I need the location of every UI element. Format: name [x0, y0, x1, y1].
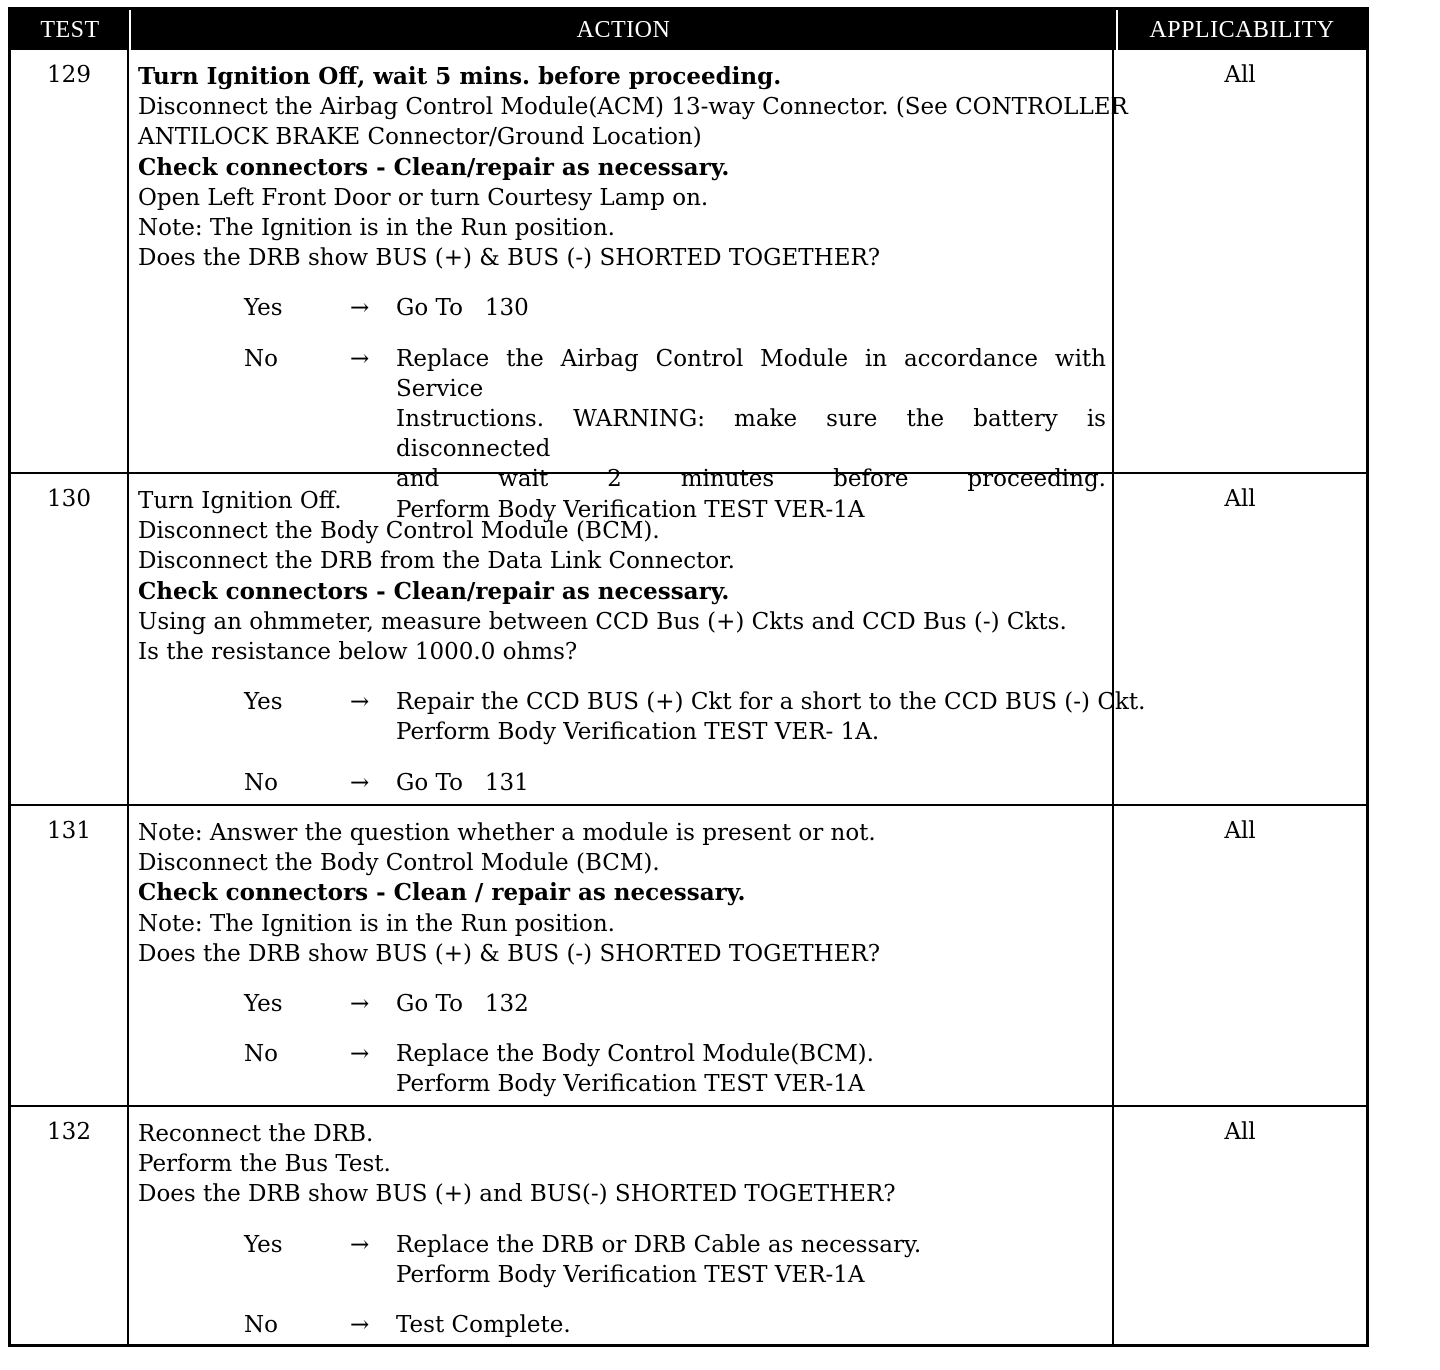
answer-text — [396, 687, 1145, 747]
answer-label: No — [244, 769, 278, 796]
answer-label: No — [244, 345, 278, 372]
test-number: 130 — [11, 474, 129, 804]
arrow-right-icon: → — [350, 991, 370, 1018]
applicability-value: All — [1224, 818, 1256, 844]
answer-line: Perform Body Verification TEST VER-1A — [396, 1261, 865, 1288]
applicability-value: All — [1224, 486, 1256, 512]
answer-text — [396, 1039, 1106, 1099]
table-row — [11, 804, 1366, 1105]
answer-line: Repair the CCD BUS (+) Ckt for a short to the CCD BUS (-) Ckt. — [396, 689, 1146, 716]
action-line: Turn Ignition Off. — [138, 488, 342, 514]
action-line: Note: Answer the question whether a module is present or not. — [138, 820, 876, 846]
action-line: Does the DRB show BUS (+) & BUS (-) SHORTED TOGETHER? — [138, 245, 881, 272]
action-line: Using an ohmmeter, measure between CCD Bus (+) Ckts and CCD Bus (-) Ckts. — [138, 608, 1067, 635]
action-line: Disconnect the Body Control Module (BCM). — [138, 850, 660, 877]
header-applicability: APPLICABILITY — [1149, 16, 1335, 43]
table-row — [11, 1105, 1366, 1345]
action-line: Does the DRB show BUS (+) & BUS (-) SHORTED TOGETHER? — [138, 940, 881, 967]
table-header — [11, 10, 1366, 50]
answer-line: Go To 131 — [396, 769, 529, 796]
action-line: Reconnect the DRB. — [138, 1121, 374, 1147]
applicability-value: All — [1224, 1119, 1256, 1145]
action-line: Note: The Ignition is in the Run position. — [138, 215, 615, 242]
answer-option — [138, 687, 1146, 747]
answer-line: Go To 132 — [396, 991, 529, 1018]
answer-line: Perform Body Verification TEST VER-1A — [396, 1071, 865, 1098]
action-cell — [129, 50, 1128, 523]
action-line: Check connectors - Clean/repair as necessary. — [138, 153, 730, 181]
header-action: ACTION — [129, 10, 1118, 50]
answer-label: Yes — [244, 295, 283, 322]
action-line: Check connectors - Clean/repair as necessary. — [138, 577, 730, 605]
action-line: ANTILOCK BRAKE Connector/Ground Location) — [138, 124, 702, 151]
arrow-right-icon: → — [350, 1231, 370, 1258]
answer-text — [396, 1310, 1106, 1340]
test-table — [8, 7, 1369, 1347]
header-test: TEST — [40, 16, 100, 43]
action-line: Does the DRB show BUS (+) and BUS(-) SHORTED TOGETHER? — [138, 1181, 896, 1208]
action-line: Turn Ignition Off, wait 5 mins. before proceeding. — [138, 63, 782, 90]
answer-label: No — [244, 1041, 278, 1068]
answer-text — [396, 1230, 1106, 1290]
test-number: 129 — [11, 50, 129, 472]
action-line: Disconnect the Body Control Module (BCM). — [138, 518, 660, 545]
action-line: Open Left Front Door or turn Courtesy Lamp on. — [138, 184, 709, 211]
arrow-right-icon: → — [350, 345, 370, 372]
action-line: Perform the Bus Test. — [138, 1151, 391, 1178]
answer-line: Instructions. WARNING: make sure the battery is disconnected — [396, 406, 1106, 463]
action-line: Disconnect the Airbag Control Module(ACM) 13-way Connector. (See CONTROLLER — [138, 94, 1128, 121]
answer-option — [138, 1230, 1106, 1290]
arrow-right-icon: → — [350, 769, 370, 796]
answer-option — [138, 1310, 1106, 1340]
answer-line: Test Complete. — [396, 1312, 571, 1339]
answer-text — [396, 293, 1106, 323]
arrow-right-icon: → — [350, 689, 370, 716]
action-line: Check connectors - Clean / repair as necessary. — [138, 879, 746, 907]
arrow-right-icon: → — [350, 295, 370, 322]
table-row — [11, 472, 1366, 804]
answer-line: Perform Body Verification TEST VER-1A — [396, 496, 865, 523]
action-cell — [129, 1107, 1114, 1345]
answer-label: No — [244, 1312, 278, 1339]
answer-line: Perform Body Verification TEST VER- 1A. — [396, 719, 880, 746]
arrow-right-icon: → — [350, 1312, 370, 1339]
action-line: Note: The Ignition is in the Run position. — [138, 910, 615, 937]
answer-option — [138, 989, 1106, 1019]
answer-text — [396, 989, 1106, 1019]
test-number: 131 — [11, 806, 129, 1105]
answer-line: Replace the DRB or DRB Cable as necessary. — [396, 1231, 922, 1258]
answer-line: Replace the Body Control Module(BCM). — [396, 1041, 874, 1068]
arrow-right-icon: → — [350, 1041, 370, 1068]
answer-line: and wait 2 minutes before proceeding. — [396, 466, 1106, 493]
answer-option — [138, 768, 1106, 798]
answer-label: Yes — [244, 991, 283, 1018]
answer-line: Go To 130 — [396, 295, 529, 322]
table-row — [11, 50, 1366, 523]
answer-option — [138, 293, 1106, 323]
table-body — [11, 50, 1366, 1345]
applicability-value: All — [1224, 62, 1256, 88]
action-line: Disconnect the DRB from the Data Link Connector. — [138, 548, 735, 575]
action-cell — [129, 474, 1146, 804]
answer-label: Yes — [244, 1231, 283, 1258]
action-line: Is the resistance below 1000.0 ohms? — [138, 639, 578, 666]
answer-option — [138, 1039, 1106, 1099]
answer-text — [396, 768, 1106, 798]
test-number: 132 — [11, 1107, 129, 1345]
answer-label: Yes — [244, 689, 283, 716]
action-cell — [129, 806, 1114, 1105]
answer-line: Replace the Airbag Control Module in accordance with Service — [396, 345, 1106, 402]
